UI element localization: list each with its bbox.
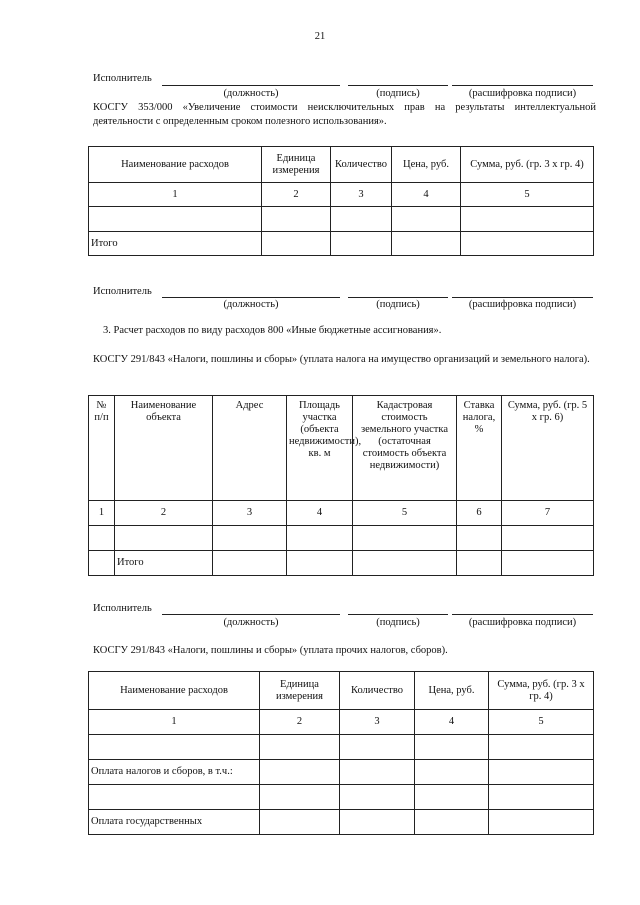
position-line xyxy=(162,297,340,298)
empty-cell xyxy=(353,526,457,551)
fees-row-label: Оплата налогов и сборов, в т.ч.: xyxy=(89,760,260,785)
signature-line xyxy=(348,297,448,298)
empty-cell xyxy=(331,207,392,232)
column-number: 4 xyxy=(287,501,353,526)
column-number: 5 xyxy=(461,183,594,207)
empty-cell xyxy=(340,810,415,835)
header-cell: Кадастровая стоимость земельного участка (остаточная стоимость объекта недвижимости) xyxy=(353,396,457,501)
position-caption: (должность) xyxy=(223,88,279,99)
header-cell: Сумма, руб. (гр. 3 х гр. 4) xyxy=(461,147,594,183)
empty-cell xyxy=(89,207,262,232)
column-number: 1 xyxy=(89,710,260,735)
header-cell: Единица измерения xyxy=(260,672,340,710)
empty-cell xyxy=(260,810,340,835)
empty-cell xyxy=(457,526,502,551)
page-number: 21 xyxy=(314,31,326,42)
column-number: 5 xyxy=(489,710,594,735)
empty-cell xyxy=(489,785,594,810)
header-cell: Цена, руб. xyxy=(415,672,489,710)
position-caption: (должность) xyxy=(223,617,279,628)
column-number: 4 xyxy=(415,710,489,735)
empty-cell xyxy=(340,785,415,810)
table-row xyxy=(89,785,594,810)
column-number-row xyxy=(89,501,594,526)
empty-cell xyxy=(331,232,392,256)
executor-label: Исполнитель xyxy=(93,73,152,84)
state-duties-row-label: Оплата государственных xyxy=(89,810,260,835)
table-row xyxy=(89,810,594,835)
empty-cell xyxy=(287,526,353,551)
header-cell: № п/п xyxy=(89,396,115,501)
header-cell: Единица измерения xyxy=(262,147,331,183)
empty-cell xyxy=(461,232,594,256)
empty-cell xyxy=(392,232,461,256)
empty-cell xyxy=(213,551,287,576)
executor-label: Исполнитель xyxy=(93,603,152,614)
empty-cell xyxy=(89,735,260,760)
column-number: 3 xyxy=(331,183,392,207)
table-intellectual-rights xyxy=(88,146,594,256)
header-cell: Сумма, руб. (гр. 5 х гр. 6) xyxy=(502,396,594,501)
empty-cell xyxy=(415,785,489,810)
header-cell: Цена, руб. xyxy=(392,147,461,183)
column-number: 4 xyxy=(392,183,461,207)
column-number: 1 xyxy=(89,183,262,207)
header-cell: Наименование расходов xyxy=(89,672,260,710)
column-number: 1 xyxy=(89,501,115,526)
empty-cell xyxy=(89,551,115,576)
column-number: 6 xyxy=(457,501,502,526)
table-other-taxes xyxy=(88,671,594,835)
header-cell: Ставка налога, % xyxy=(457,396,502,501)
table-header-row xyxy=(89,672,594,710)
empty-cell xyxy=(262,232,331,256)
decoding-caption: (расшифровка подписи) xyxy=(468,617,577,628)
column-number-row xyxy=(89,183,594,207)
table-property-tax xyxy=(88,395,594,576)
empty-cell xyxy=(89,526,115,551)
position-line xyxy=(162,614,340,615)
empty-cell xyxy=(115,526,213,551)
empty-cell xyxy=(89,785,260,810)
empty-cell xyxy=(260,735,340,760)
column-number: 3 xyxy=(340,710,415,735)
empty-cell xyxy=(260,785,340,810)
table-row xyxy=(89,526,594,551)
empty-cell xyxy=(353,551,457,576)
empty-cell xyxy=(415,735,489,760)
total-row xyxy=(89,551,594,576)
header-cell: Сумма, руб. (гр. 3 х гр. 4) xyxy=(489,672,594,710)
empty-cell xyxy=(415,760,489,785)
decoding-caption: (расшифровка подписи) xyxy=(468,88,577,99)
empty-cell xyxy=(260,760,340,785)
table-header-row xyxy=(89,396,594,501)
table-row xyxy=(89,207,594,232)
empty-cell xyxy=(392,207,461,232)
header-cell: Количество xyxy=(340,672,415,710)
column-number: 7 xyxy=(502,501,594,526)
empty-cell xyxy=(502,526,594,551)
decoding-line xyxy=(452,297,593,298)
section3-heading: КОСГУ 291/843 «Налоги, пошлины и сборы» (уплата прочих налогов, сборов). xyxy=(93,645,448,656)
table-row xyxy=(89,735,594,760)
signature-caption: (подпись) xyxy=(376,299,420,310)
empty-cell xyxy=(213,526,287,551)
column-number: 2 xyxy=(115,501,213,526)
decoding-line xyxy=(452,614,593,615)
empty-cell xyxy=(489,760,594,785)
column-number: 2 xyxy=(262,183,331,207)
empty-cell xyxy=(489,810,594,835)
total-label: Итого xyxy=(115,551,213,576)
table-row xyxy=(89,760,594,785)
section2-title: 3. Расчет расходов по виду расходов 800 «Иные бюджетные ассигнования». xyxy=(103,325,442,336)
decoding-caption: (расшифровка подписи) xyxy=(468,299,577,310)
header-cell: Адрес xyxy=(213,396,287,501)
empty-cell xyxy=(489,735,594,760)
signature-caption: (подпись) xyxy=(376,88,420,99)
header-cell: Количество xyxy=(331,147,392,183)
header-cell: Наименование объекта xyxy=(115,396,213,501)
empty-cell xyxy=(457,551,502,576)
column-number: 3 xyxy=(213,501,287,526)
total-row xyxy=(89,232,594,256)
signature-line xyxy=(348,85,448,86)
column-number: 2 xyxy=(260,710,340,735)
column-number: 5 xyxy=(353,501,457,526)
position-caption: (должность) xyxy=(223,299,279,310)
executor-label: Исполнитель xyxy=(93,286,152,297)
empty-cell xyxy=(262,207,331,232)
header-cell: Площадь участка (объекта недвижимости), кв. м xyxy=(287,396,353,501)
empty-cell xyxy=(502,551,594,576)
signature-caption: (подпись) xyxy=(376,617,420,628)
section2-heading: КОСГУ 291/843 «Налоги, пошлины и сборы» (уплата налога на имущество организаций и земельного налога). xyxy=(93,354,590,365)
signature-line xyxy=(348,614,448,615)
empty-cell xyxy=(287,551,353,576)
section1-heading: КОСГУ 353/000 «Увеличение стоимости неисключительных прав на результаты интеллектуальной деятельности с определенным сроком полезного использования». xyxy=(93,102,596,127)
column-number-row xyxy=(89,710,594,735)
position-line xyxy=(162,85,340,86)
header-cell: Наименование расходов xyxy=(89,147,262,183)
total-label: Итого xyxy=(89,232,262,256)
decoding-line xyxy=(452,85,593,86)
table-header-row xyxy=(89,147,594,183)
empty-cell xyxy=(461,207,594,232)
empty-cell xyxy=(415,810,489,835)
empty-cell xyxy=(340,760,415,785)
empty-cell xyxy=(340,735,415,760)
